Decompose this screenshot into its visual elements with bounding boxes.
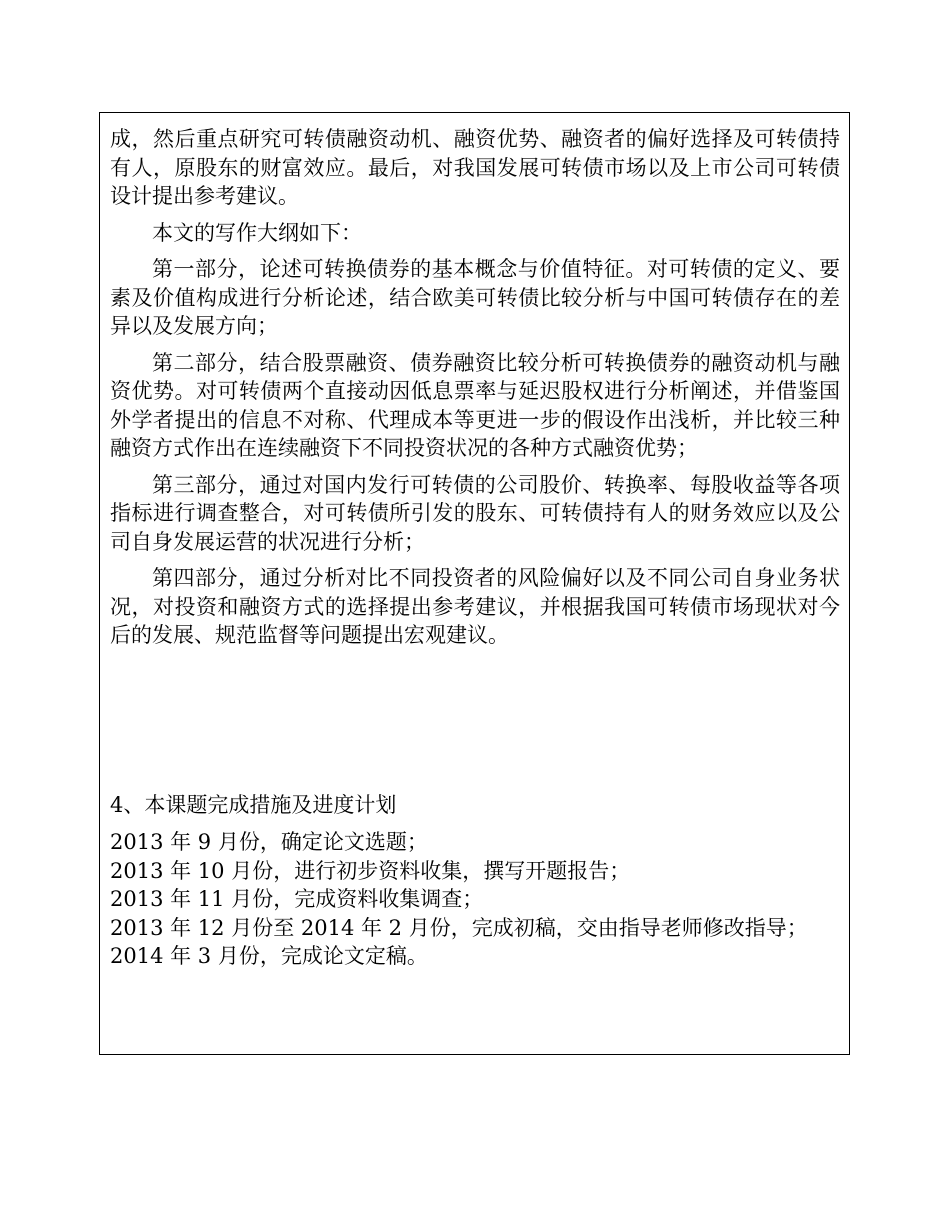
schedule-item: 2013 年 11 月份，完成资料收集调查； bbox=[110, 887, 484, 911]
body-text bbox=[110, 125, 840, 650]
paragraph-outline-intro: 本文的写作大纲如下： bbox=[152, 220, 362, 245]
schedule-item: 2013 年 9 月份，确定论文选题； bbox=[110, 830, 428, 854]
schedule-item: 2014 年 3 月份，完成论文定稿。 bbox=[110, 944, 428, 968]
schedule-item: 2013 年 12 月份至 2014 年 2 月份，完成初稿，交由指导老师修改指导； bbox=[110, 915, 808, 940]
document-frame bbox=[99, 112, 850, 1055]
schedule-item: 2013 年 10 月份，进行初步资料收集，撰写开题报告； bbox=[110, 858, 631, 883]
paragraph-part-three: 第三部分，通过对国内发行可转债的公司股价、转换率、每股收益等各项指标进行调查整合，对可转债所引发的股东、可转债持有人的财务效应以及公司自身发展运营的状况进行分析； bbox=[110, 472, 840, 554]
schedule-list bbox=[110, 828, 840, 971]
paragraph-part-one: 第一部分，论述可转换债券的基本概念与价值特征。对可转债的定义、要素及价值构成进行分析论述，结合欧美可转债比较分析与中国可转债存在的差异以及发展方向； bbox=[110, 257, 840, 338]
paragraph-continuation: 成，然后重点研究可转债融资动机、融资优势、融资者的偏好选择及可转债持有人，原股东的财富效应。最后，对我国发展可转债市场以及上市公司可转债设计提出参考建议。 bbox=[110, 127, 840, 208]
paragraph-part-four: 第四部分，通过分析对比不同投资者的风险偏好以及不同公司自身业务状况，对投资和融资方式的选择提出参考建议，并根据我国可转债市场现状对今后的发展、规范监督等问题提出宏观建议。 bbox=[110, 566, 840, 647]
section-heading: 4、本课题完成措施及进度计划 bbox=[110, 793, 397, 817]
paragraph-part-two: 第二部分，结合股票融资、债券融资比较分析可转换债券的融资动机与融资优势。对可转债两个直接动因低息票率与延迟股权进行分析阐述，并借鉴国外学者提出的信息不对称、代理成本等更进一步的假设作出浅析，并比较三种融资方式作出在连续融资下不同投资状况的各种方式融资优势； bbox=[110, 350, 840, 460]
